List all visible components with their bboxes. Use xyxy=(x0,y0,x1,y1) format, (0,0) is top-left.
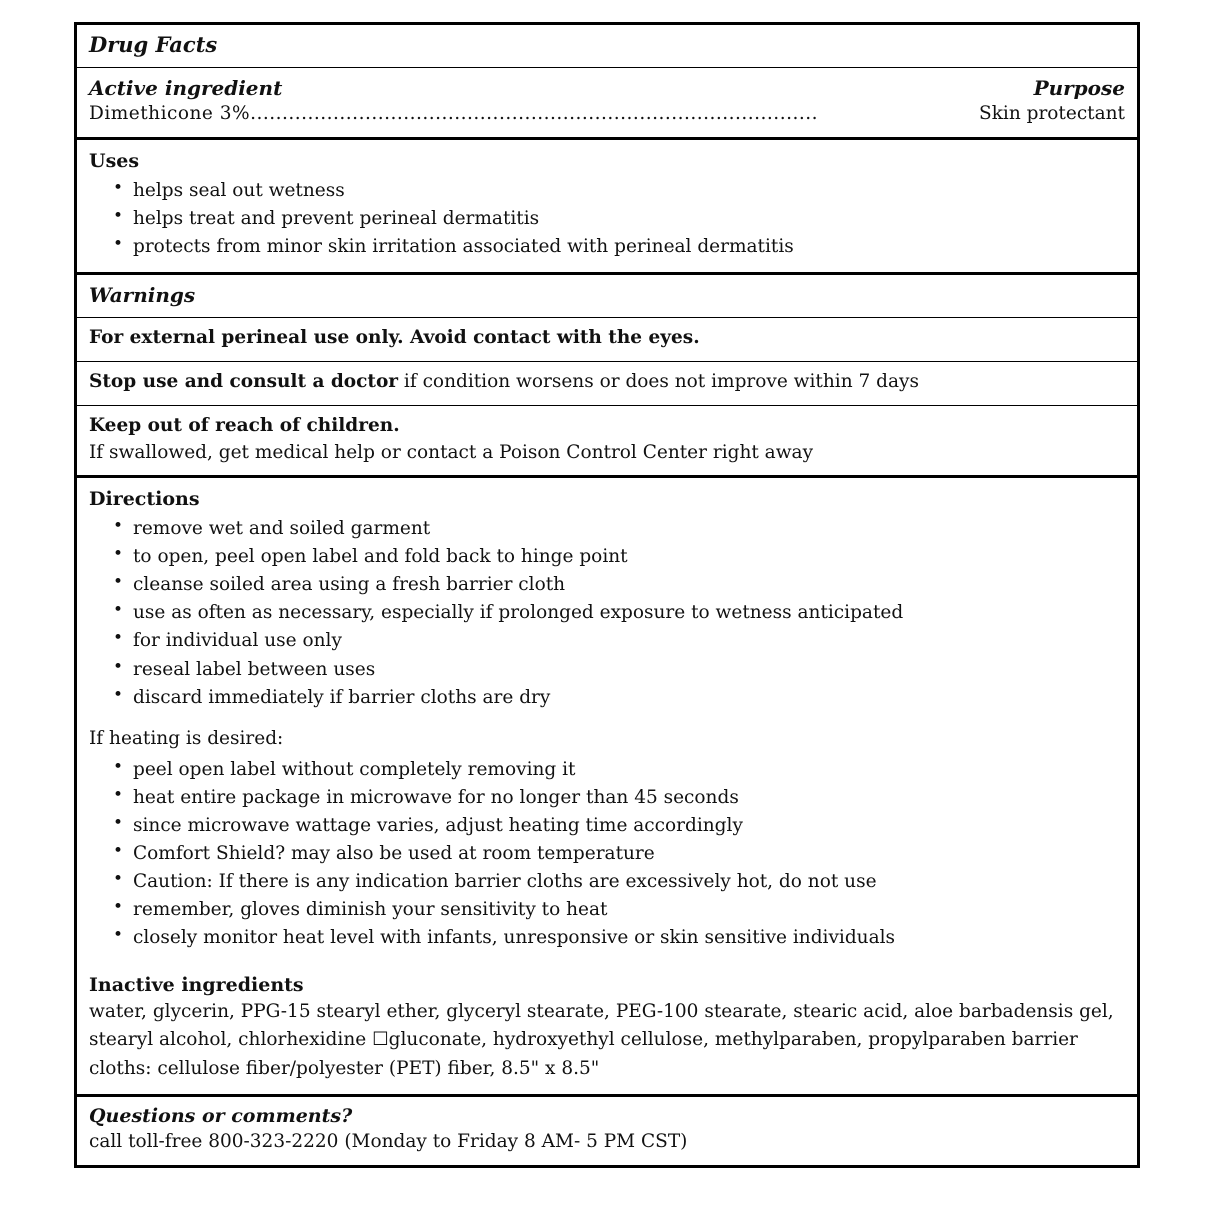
heating-list xyxy=(89,756,1125,953)
warning-keep-out-bold: Keep out of reach of children xyxy=(89,414,394,436)
list-item: • Caution: If there is any indication barrier cloths are excessively hot, do not use xyxy=(113,868,1125,896)
list-item: • discard immediately if barrier cloths are dry xyxy=(113,684,1125,712)
warning-keep-out-rest: . xyxy=(393,414,400,436)
warning-external-use xyxy=(77,318,1137,362)
warning-keep-out-detail: If swallowed, get medical help or contact a Poison Control Center right away xyxy=(89,441,814,463)
warning-keep-out xyxy=(77,406,1137,479)
warning-stop-use-bold: Stop use and consult a doctor xyxy=(89,370,399,392)
questions-text: call toll-free 800-323-2220 (Monday to Friday 8 AM- 5 PM CST) xyxy=(89,1131,688,1153)
list-item: • cleanse soiled area using a fresh barrier cloth xyxy=(113,571,1125,599)
warning-stop-use-rest: if condition worsens or does not improve within 7 days xyxy=(398,370,919,392)
drug-facts-title-band xyxy=(77,25,1137,68)
questions-heading: Questions or comments? xyxy=(89,1104,353,1127)
directions-section xyxy=(77,478,1137,1096)
active-ingredient-text: Dimethicone 3%......................................................................................... xyxy=(89,103,818,125)
uses-section xyxy=(77,140,1137,275)
warning-external-use-text: For external perineal use only. Avoid contact with the eyes. xyxy=(89,327,700,349)
list-item: • use as often as necessary, especially if prolonged exposure to wetness anticipated xyxy=(113,599,1125,627)
questions-section xyxy=(77,1097,1137,1165)
list-item: • peel open label without completely removing it xyxy=(113,756,1125,784)
purpose-text: Skin protectant xyxy=(979,103,1125,125)
warnings-title-band xyxy=(77,275,1137,318)
drug-facts-panel xyxy=(74,22,1140,1168)
list-item: • since microwave wattage varies, adjust heating time accordingly xyxy=(113,812,1125,840)
warnings-heading: Warnings xyxy=(89,283,196,308)
inactive-ingredients-text: water, glycerin, PPG-15 stearyl ether, glyceryl stearate, PEG-100 stearate, stearic acid, aloe barbadensis gel, stearyl alcohol, chlorhexidine ☐gluconate, hydroxyethyl cellulose, methylparaben, propylparaben barrier cloths: cellulose fiber/polyester (PET) fiber, 8.5" x 8.5" xyxy=(89,1001,1114,1079)
uses-heading: Uses xyxy=(89,150,140,173)
list-item: • heat entire package in microwave for no longer than 45 seconds xyxy=(113,784,1125,812)
list-item: • protects from minor skin irritation associated with perineal dermatitis xyxy=(113,233,1125,261)
list-item: • to open, peel open label and fold back to hinge point xyxy=(113,543,1125,571)
active-ingredient-section xyxy=(77,68,1137,140)
inactive-ingredients-heading: Inactive ingredients xyxy=(89,974,304,997)
uses-list xyxy=(89,177,1125,261)
list-item: • remember, gloves diminish your sensitivity to heat xyxy=(113,896,1125,924)
list-item: • helps seal out wetness xyxy=(113,177,1125,205)
warning-stop-use xyxy=(77,362,1137,406)
list-item: • helps treat and prevent perineal dermatitis xyxy=(113,205,1125,233)
list-item: • reseal label between uses xyxy=(113,656,1125,684)
list-item: • for individual use only xyxy=(113,627,1125,655)
heating-intro: If heating is desired: xyxy=(89,727,284,749)
directions-list xyxy=(89,515,1125,712)
page-title: Drug Facts xyxy=(89,32,218,57)
directions-heading: Directions xyxy=(89,488,200,511)
purpose-heading: Purpose xyxy=(1033,76,1125,101)
list-item: • closely monitor heat level with infants, unresponsive or skin sensitive individuals xyxy=(113,924,1125,952)
list-item: • remove wet and soiled garment xyxy=(113,515,1125,543)
list-item: • Comfort Shield? may also be used at room temperature xyxy=(113,840,1125,868)
active-ingredient-heading: Active ingredient xyxy=(89,76,283,101)
